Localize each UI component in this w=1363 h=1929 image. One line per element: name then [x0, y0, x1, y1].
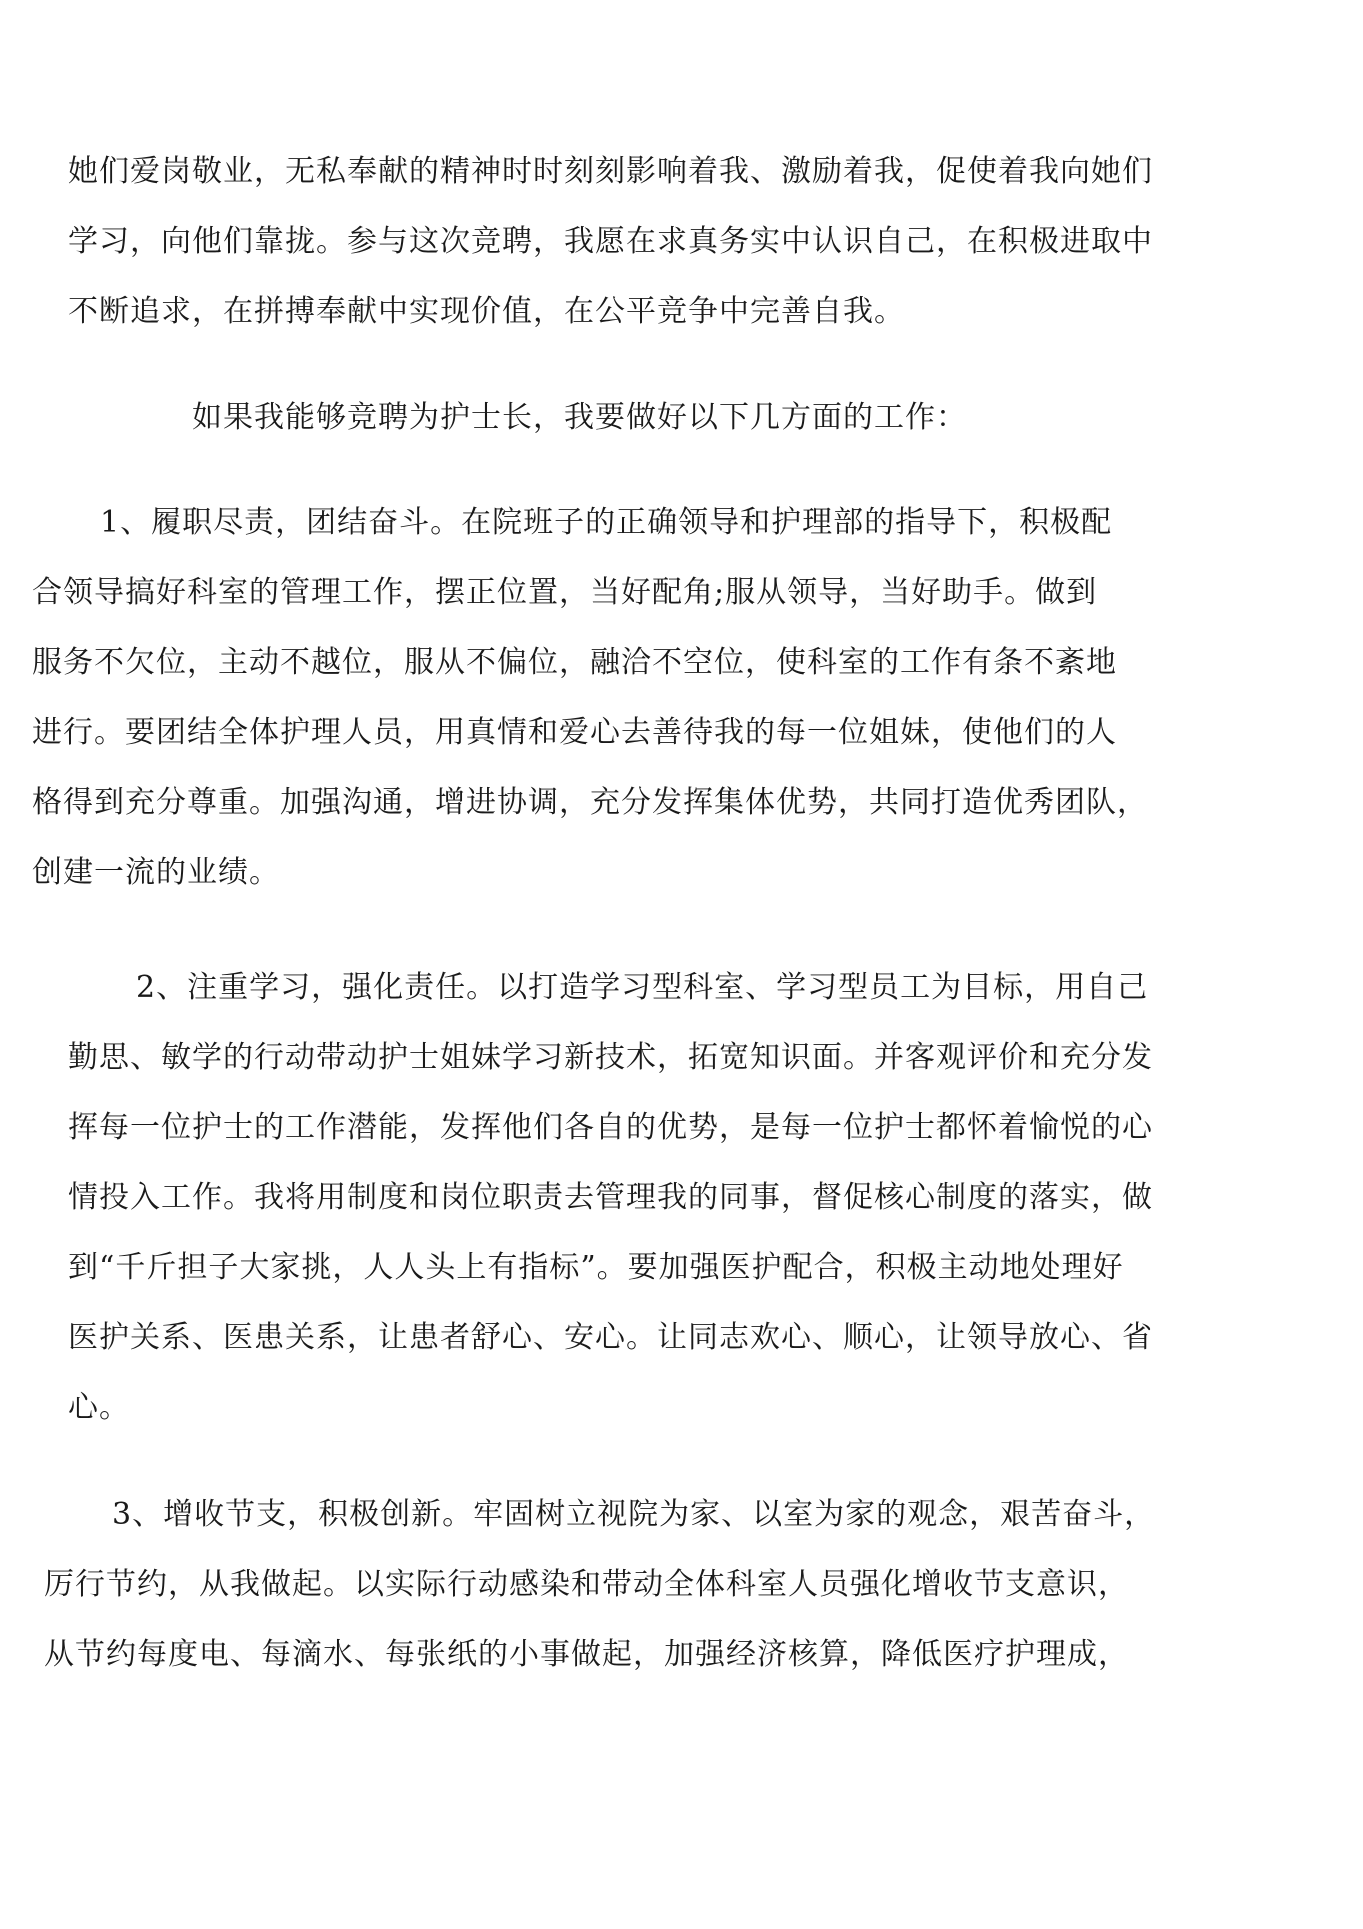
text-line: 进行。要团结全体护理人员，用真情和爱心去善待我的每一位姐妹，使他们的人	[32, 715, 1117, 750]
text-line: 厉行节约，从我做起。以实际行动感染和带动全体科室人员强化增收节支意识，	[44, 1567, 1129, 1602]
text-line: 医护关系、医患关系，让患者舒心、安心。让同志欢心、顺心，让领导放心、省	[68, 1320, 1153, 1355]
text-line: 3、增收节支，积极创新。牢固树立视院为家、以室为家的观念，艰苦奋斗，	[112, 1497, 1156, 1532]
text-line: 合领导搞好科室的管理工作，摆正位置，当好配角;服从领导，当好助手。做到	[32, 575, 1098, 610]
text-line: 到“千斤担子大家挑，人人头上有指标”。要加强医护配合，积极主动地处理好	[68, 1250, 1124, 1285]
text-line: 1、履职尽责，团结奋斗。在院班子的正确领导和护理部的指导下，积极配	[100, 505, 1113, 540]
text-line: 勤思、敏学的行动带动护士姐妹学习新技术，拓宽知识面。并客观评价和充分发	[68, 1040, 1153, 1075]
text-line: 心。	[68, 1390, 130, 1425]
text-line: 创建一流的业绩。	[32, 855, 280, 890]
text-line: 服务不欠位，主动不越位，服从不偏位，融洽不空位，使科室的工作有条不紊地	[32, 645, 1117, 680]
text-line: 情投入工作。我将用制度和岗位职责去管理我的同事，督促核心制度的落实，做	[68, 1180, 1153, 1215]
text-line: 2、注重学习，强化责任。以打造学习型科室、学习型员工为目标，用自己	[136, 970, 1149, 1005]
text-line: 格得到充分尊重。加强沟通，增进协调，充分发挥集体优势，共同打造优秀团队，	[32, 785, 1148, 820]
text-line: 她们爱岗敬业，无私奉献的精神时时刻刻影响着我、激励着我，促使着我向她们	[68, 154, 1153, 189]
text-line: 不断追求，在拼搏奉献中实现价值，在公平竞争中完善自我。	[68, 294, 905, 329]
text-line: 学习，向他们靠拢。参与这次竞聘，我愿在求真务实中认识自己，在积极进取中	[68, 224, 1153, 259]
text-line: 如果我能够竞聘为护士长，我要做好以下几方面的工作：	[192, 400, 967, 435]
text-line: 从节约每度电、每滴水、每张纸的小事做起，加强经济核算，降低医疗护理成，	[44, 1637, 1129, 1672]
text-line: 挥每一位护士的工作潜能，发挥他们各自的优势，是每一位护士都怀着愉悦的心	[68, 1110, 1153, 1145]
